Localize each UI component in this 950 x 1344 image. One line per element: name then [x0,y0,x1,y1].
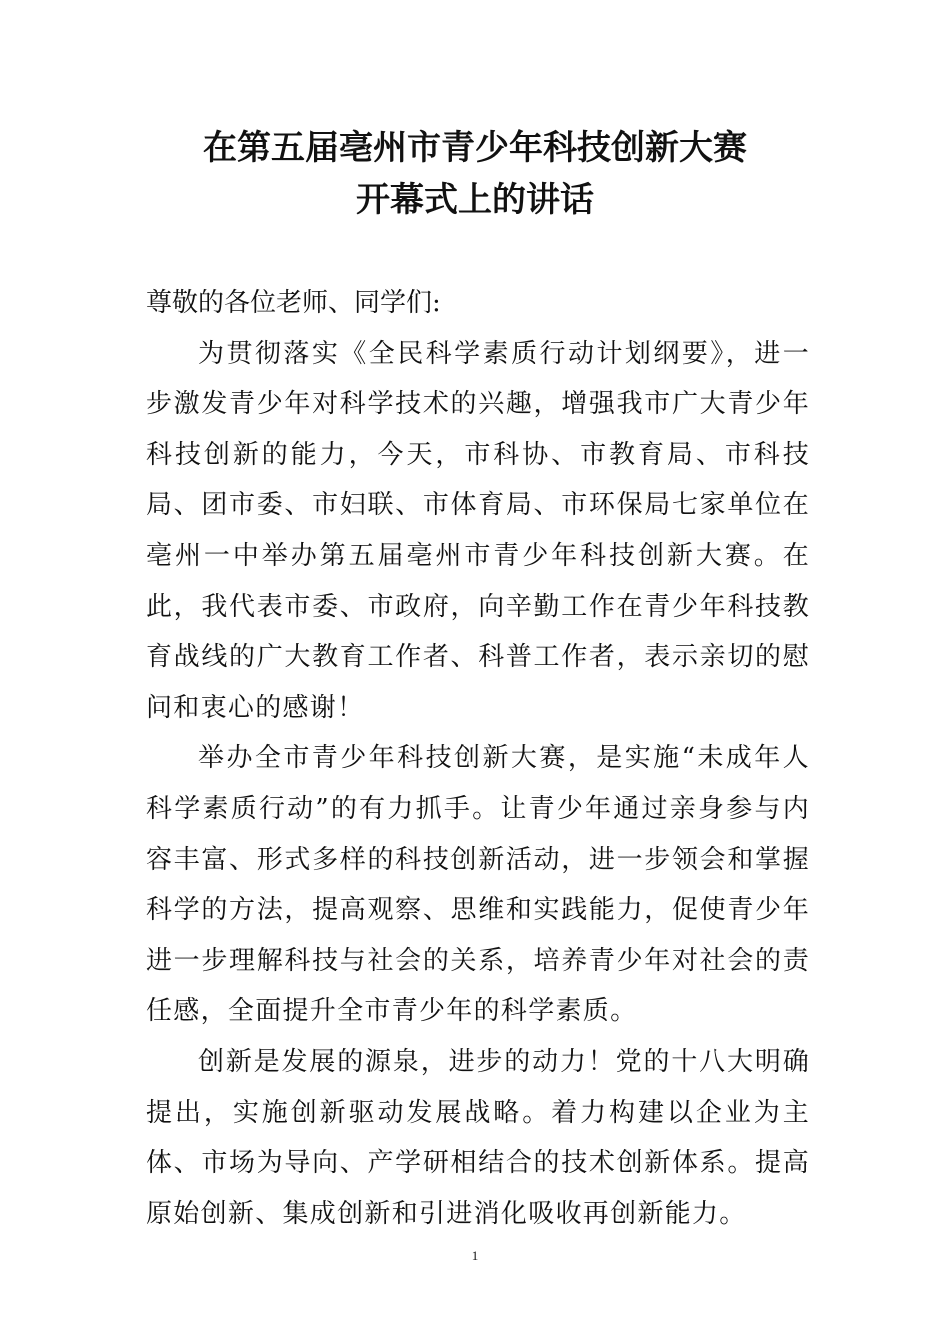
page-number: 1 [471,1248,479,1263]
paragraph-3: 创新是发展的源泉，进步的动力！党的十八大明确提出，实施创新驱动发展战略。着力构建以企业为主体、市场为导向、产学研相结合的技术创新体系。提高原始创新、集成创新和引进消化吸收再创新能力。 [146,1046,810,1229]
document-title-line-2: 开幕式上的讲话 [356,180,594,220]
document-body [146,278,810,1239]
paragraph-1: 为贯彻落实《全民科学素质行动计划纲要》，进一步激发青少年对科学技术的兴趣，增强我市广大青少年科技创新的能力，今天，市科协、市教育局、市科技局、团市委、市妇联、市体育局、市环保局七家单位在亳州一中举办第五届亳州市青少年科技创新大赛。在此，我代表市委、市政府，向辛勤工作在青少年科技教育战线的广大教育工作者、科普工作者，表示亲切的慰问和衷心的感谢！ [146,338,810,723]
paragraph-2: 举办全市青少年科技创新大赛，是实施“未成年人科学素质行动”的有力抓手。让青少年通过亲身参与内容丰富、形式多样的科技创新活动，进一步领会和掌握科学的方法，提高观察、思维和实践能力，促使青少年进一步理解科技与社会的关系，培养青少年对社会的责任感，全面提升全市青少年的科学素质。 [146,743,810,1027]
document-title-line-1: 在第五届亳州市青少年科技创新大赛 [203,128,747,168]
salutation: 尊敬的各位老师、同学们: [146,288,441,318]
